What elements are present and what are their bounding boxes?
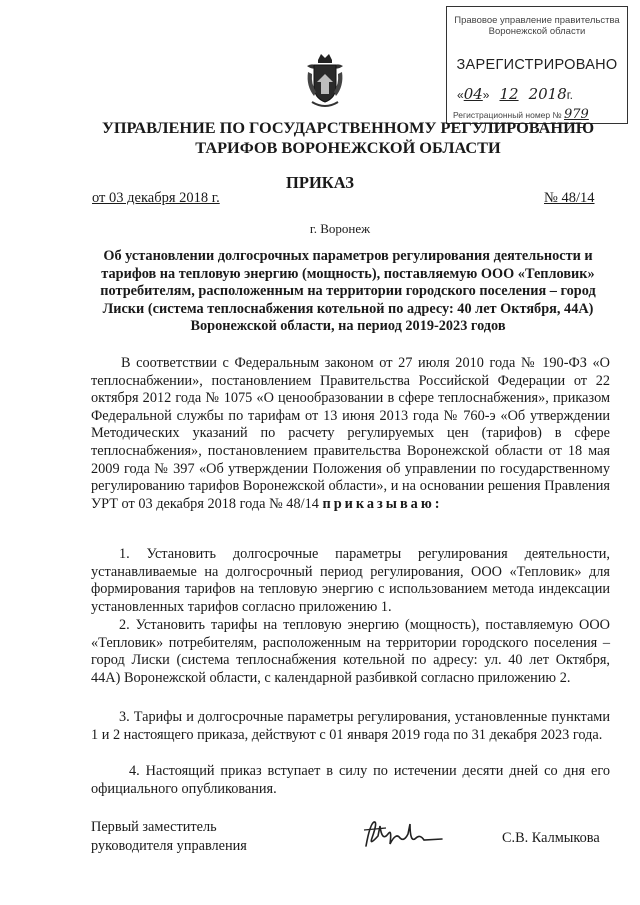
coat-of-arms-icon bbox=[304, 52, 346, 110]
order-number: № 48/14 bbox=[544, 190, 595, 206]
order-title: ПРИКАЗ bbox=[286, 173, 354, 192]
handwritten-signature bbox=[360, 816, 450, 856]
signatory-role-line2: руководителя управления bbox=[91, 838, 247, 854]
order-item-3: 3. Тарифы и долгосрочные параметры регулирования, установленные пунктами 1 и 2 настоящего приказа, действуют с 01 января 2019 года по 31 декабря 2023 года. bbox=[91, 709, 610, 743]
order-city: г. Воронеж bbox=[309, 221, 371, 236]
preamble-command: приказываю: bbox=[322, 495, 443, 512]
order-item-1: 1. Установить долгосрочные параметры регулирования деятельности, устанавливаемые на долгосрочный период регулирования, ООО «Тепловик» для формирования тарифов на тепловую энергию с использованием метода индексации установленных тарифов согласно приложению 1. bbox=[91, 546, 610, 615]
signatory-name: С.В. Калмыкова bbox=[502, 830, 600, 846]
stamp-authority bbox=[447, 15, 627, 37]
authority-header bbox=[60, 118, 636, 158]
stamp-date: «04» 12 2018г. bbox=[457, 85, 574, 103]
order-item-2: 2. Установить тарифы на тепловую энергию (мощность), поставляемую ООО «Тепловик» потребителям, расположенным на территории городского поселения – город Лиски (система теплоснабжения котельной по адресу: ул. 40 лет Октября, 44А) Воронежской области, с календарной разбивкой согласно приложению 2. bbox=[91, 617, 610, 686]
stamp-reg-label: Регистрационный номер № bbox=[453, 110, 562, 120]
stamp-reg-value: 979 bbox=[564, 107, 589, 122]
stamp-year: 2018 bbox=[528, 85, 567, 103]
stamp-authority-line1: Правовое управление правительства bbox=[454, 15, 620, 26]
stamp-month: 12 bbox=[499, 85, 519, 103]
stamp-authority-line2: Воронежской области bbox=[488, 26, 586, 37]
stamp-day: 04 bbox=[463, 85, 483, 103]
authority-header-line2: ТАРИФОВ ВОРОНЕЖСКОЙ ОБЛАСТИ bbox=[195, 138, 501, 157]
stamp-registered-label: ЗАРЕГИСТРИРОВАНО bbox=[456, 57, 618, 73]
preamble-text: В соответствии с Федеральным законом от 27 июля 2010 года № 190-ФЗ «О теплоснабжении», постановлением Правительства Российской Федерации от 22 октября 2012 года № 1075 «О ценообразовании в сфере теплоснабжения», приказом Федеральной службы по тарифам от 13 июня 2013 года № 760-э «Об утверждении Методических указаний по расчету регулируемых цен (тарифов) в сфере теплоснабжения», постановлением правительства Воронежской области от 18 мая 2009 года № 397 «Об утверждении Положения об управлении по государственному регулированию тарифов Воронежской области», и на основании решения Правления УРТ от 03 декабря 2018 года № 48/14 bbox=[91, 355, 610, 512]
registration-stamp bbox=[446, 6, 628, 124]
order-date: от 03 декабря 2018 г. bbox=[92, 190, 220, 206]
signatory-role-line1: Первый заместитель bbox=[91, 819, 217, 835]
order-subject: Об установлении долгосрочных параметров регулирования деятельности и тарифов на тепловую энергию (мощность), поставляемую ООО «Тепловик» потребителям, расположенным на территории городского поселения – город Лиски (система теплоснабжения котельной по адресу: 40 лет Октября, 44А) Воронежской области, на период 2019-2023 годов bbox=[100, 248, 596, 335]
authority-header-line1: УПРАВЛЕНИЕ ПО ГОСУДАРСТВЕННОМУ РЕГУЛИРОВАНИЮ bbox=[101, 118, 595, 137]
order-item-4: 4. Настоящий приказ вступает в силу по истечении десяти дней со дня его официального опубликования. bbox=[91, 763, 610, 797]
order-preamble bbox=[91, 355, 610, 513]
signatory-role bbox=[91, 818, 247, 856]
